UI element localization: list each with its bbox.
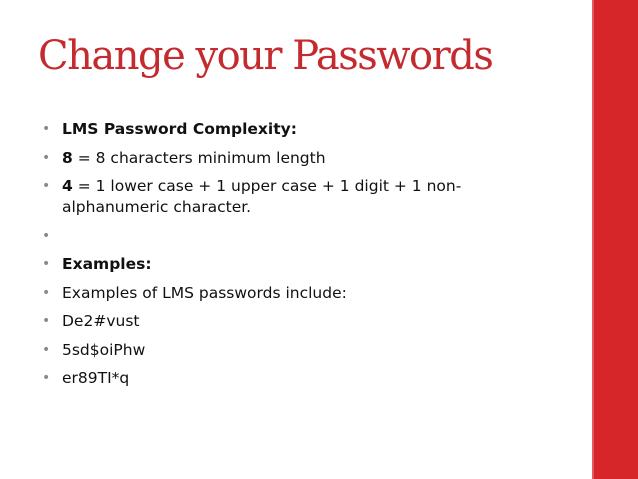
- bullet-dot: •: [42, 313, 51, 329]
- bullet-list: [42, 119, 552, 397]
- slide-title: Change your Passwords: [38, 33, 493, 79]
- bullet-text: De2#vust: [62, 312, 140, 330]
- bullet-text: = 8 characters minimum length: [72, 148, 326, 167]
- bullet-bold-text: LMS Password Complexity:: [62, 120, 297, 138]
- bullet-dot: •: [42, 149, 51, 166]
- bullet-dot: •: [42, 284, 51, 301]
- accent-bar: [594, 0, 638, 479]
- bullet-item: [42, 119, 552, 140]
- bullet-item: [42, 311, 552, 332]
- bullet-bold-text: 4: [62, 177, 73, 195]
- bullet-text: Examples of LMS passwords include:: [62, 283, 347, 302]
- bullet-item: [42, 340, 552, 361]
- bullet-dot: •: [42, 121, 51, 137]
- bullet-text: er89TI*q: [62, 369, 130, 387]
- bullet-item: [42, 148, 552, 169]
- bullet-bold-text: Examples:: [62, 255, 152, 273]
- bullet-item: [42, 368, 552, 389]
- bullet-text: = 1 lower case + 1 upper case + 1 digit + 1 non-alphanumeric character.: [62, 177, 462, 216]
- bullet-item: [42, 254, 552, 275]
- bullet-dot: •: [42, 256, 51, 272]
- bullet-item: [42, 283, 552, 304]
- bullet-dot: •: [42, 178, 51, 194]
- bullet-item: [42, 226, 552, 247]
- bullet-dot: •: [42, 341, 51, 358]
- bullet-dot: •: [42, 227, 51, 244]
- bullet-dot: •: [42, 370, 51, 386]
- bullet-bold-text: 8: [62, 148, 73, 167]
- bullet-item: [42, 176, 552, 218]
- bullet-text: 5sd$oiPhw: [62, 340, 146, 359]
